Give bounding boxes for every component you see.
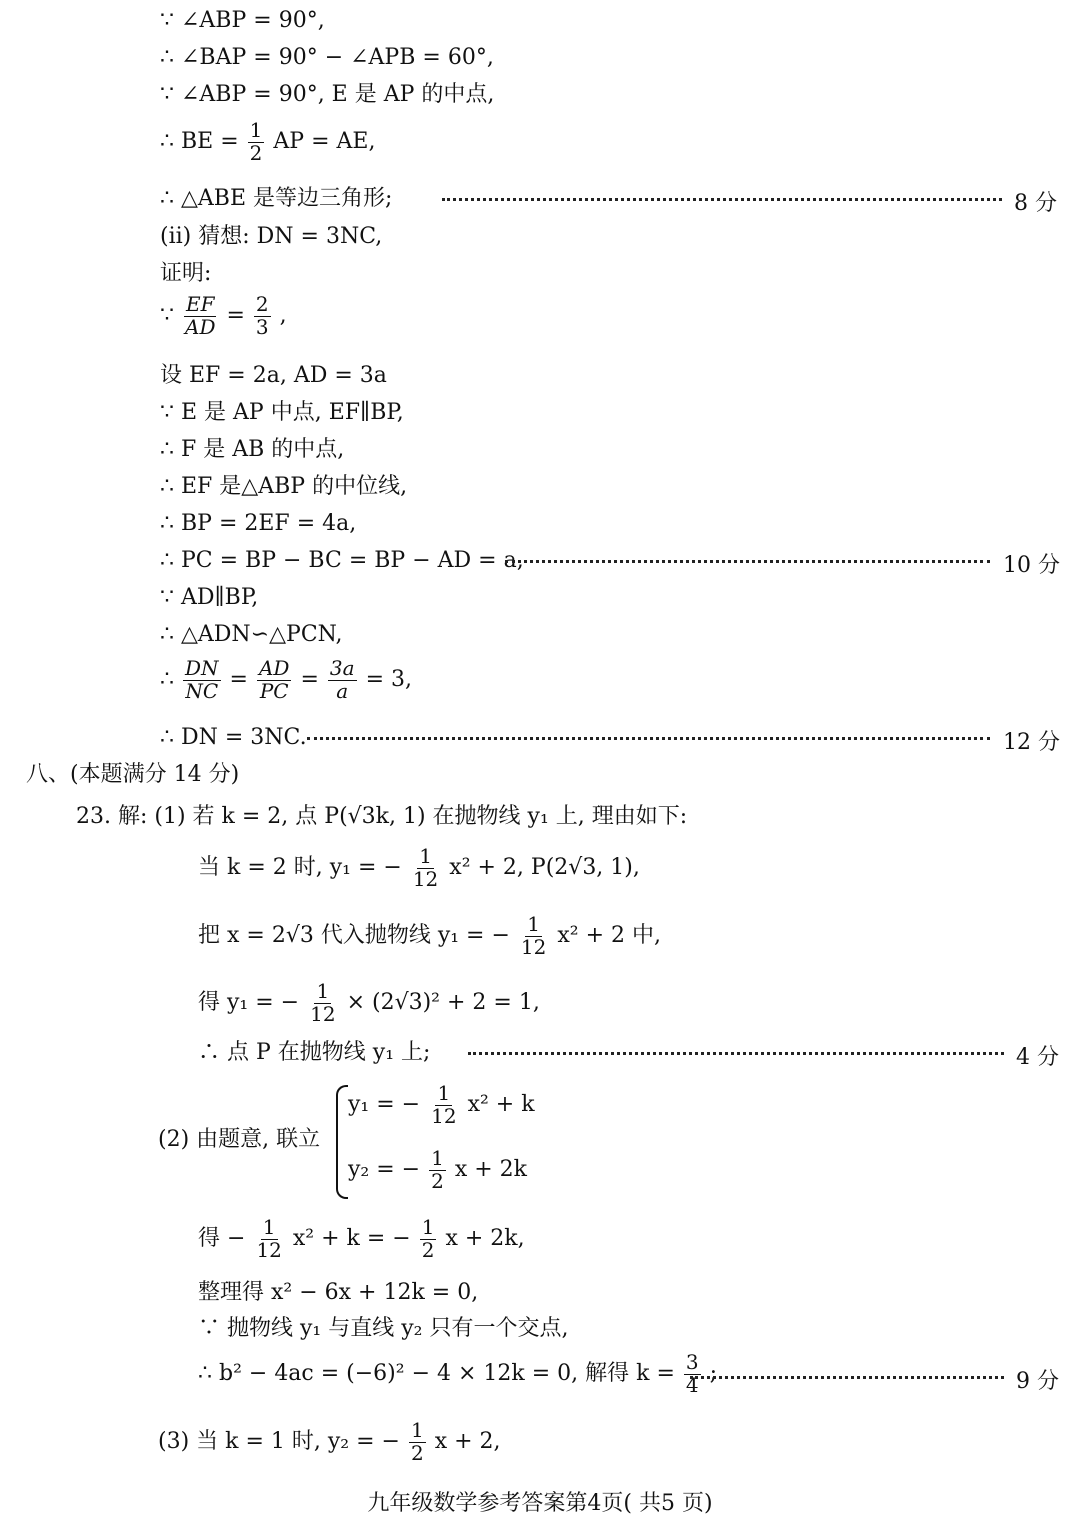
- frac-den: 12: [431, 1103, 457, 1128]
- let-line: 设 EF = 2a, AD = 3a: [160, 363, 387, 388]
- frac-den: 4: [685, 1372, 699, 1397]
- system-eq-2-post: x + 2k: [454, 1157, 527, 1183]
- part-ii-heading: (ⅱ) 猜想: DN = 3NC,: [160, 224, 383, 249]
- q23-line-8-pre: ∴ b² − 4ac = (−6)² − 4 × 12k = 0, 解得 k =: [198, 1361, 675, 1387]
- q23-line-2: [198, 914, 661, 958]
- q23-line-3-post: × (2√3)² + 2 = 1,: [346, 990, 540, 1016]
- score-10: 10 分: [1003, 553, 1060, 578]
- proof-line-3: ∵ ∠ABP = 90°, E 是 AP 的中点,: [160, 82, 495, 107]
- q23-line-8: [198, 1352, 717, 1396]
- step-7: ∴ △ADN∽△PCN,: [160, 622, 343, 647]
- frac-den: 12: [310, 1001, 336, 1026]
- step-6: ∵ AD∥BP,: [160, 585, 259, 610]
- q23-line-3: [198, 981, 540, 1025]
- q23-line-5-post: x + 2k,: [445, 1226, 525, 1252]
- score-leader: [307, 737, 990, 740]
- q23-line-6: 整理得 x² − 6x + 12k = 0,: [198, 1280, 479, 1305]
- frac-den: 2: [421, 1237, 435, 1262]
- q23-line-4: ∴ 点 P 在抛物线 y₁ 上;: [198, 1040, 431, 1065]
- fraction-dn-nc: [183, 658, 221, 702]
- score-leader: [505, 560, 990, 563]
- fraction-1-12: [429, 1083, 458, 1127]
- system-eq-2: [348, 1148, 527, 1192]
- page-footer: 九年级数学参考答案第4页( 共5 页): [367, 1491, 713, 1516]
- frac-num: AD: [258, 656, 290, 680]
- frac-den: NC: [185, 678, 219, 703]
- frac-den: 12: [412, 866, 439, 891]
- frac-num: 3: [685, 1350, 699, 1374]
- q23-line-2-post: x² + 2 中,: [557, 923, 662, 949]
- proof-line-4: [160, 120, 375, 164]
- proof-label: 证明:: [160, 261, 212, 286]
- q23-line-8-post: ;: [709, 1361, 718, 1387]
- chain-eq-1: =: [229, 667, 248, 693]
- frac-num: EF: [186, 292, 215, 316]
- q23-line-2-pre: 把 x = 2√3 代入抛物线 y₁ = −: [198, 923, 510, 949]
- q23-line-1-post: x² + 2, P(2√3, 1),: [449, 855, 640, 881]
- step-5: ∴ PC = BP − BC = BP − AD = a,: [160, 548, 524, 573]
- frac-den: 3: [255, 314, 269, 339]
- step-3: ∴ EF 是△ABP 的中位线,: [160, 474, 408, 499]
- ratio-line: [160, 294, 287, 338]
- step-2: ∴ F 是 AB 的中点,: [160, 437, 345, 462]
- ratio-pre: ∵: [160, 303, 174, 329]
- frac-den: 12: [256, 1237, 282, 1262]
- frac-num: 1: [249, 118, 263, 142]
- frac-num: 1: [262, 1215, 276, 1239]
- proof-line-4-a: ∴ BE =: [160, 129, 239, 155]
- chain-pre: ∴: [160, 667, 174, 693]
- q23-line-7: ∵ 抛物线 y₁ 与直线 y₂ 只有一个交点,: [198, 1316, 569, 1341]
- score-8: 8 分: [1014, 191, 1057, 216]
- proof-line-5: ∴ △ABE 是等边三角形;: [160, 186, 393, 211]
- frac-den: 2: [431, 1168, 444, 1193]
- fraction-two-thirds: [254, 294, 271, 338]
- frac-num: 1: [431, 1146, 444, 1170]
- q23-line-1-pre: 当 k = 2 时, y₁ = −: [198, 855, 402, 881]
- section-heading: 八、(本题满分 14 分): [26, 762, 240, 787]
- score-leader: [468, 1052, 1004, 1055]
- frac-den: 2: [410, 1440, 424, 1465]
- fraction-1-12: [308, 981, 337, 1025]
- q23-intro: 23. 解: (1) 若 k = 2, 点 P(√3k, 1) 在抛物线 y₁ 上, 理由如下:: [76, 804, 688, 829]
- fraction-1-12: [519, 914, 548, 958]
- proof-line-4-b: AP = AE,: [273, 129, 376, 155]
- frac-den: AD: [185, 314, 216, 339]
- part-3-line: [158, 1420, 501, 1464]
- system-eq-1-post: x² + k: [467, 1092, 535, 1118]
- part-3-post: x + 2,: [434, 1429, 501, 1455]
- frac-num: 1: [410, 1418, 424, 1442]
- fraction-half: [248, 120, 265, 164]
- step-1: ∵ E 是 AP 中点, EF∥BP,: [160, 400, 404, 425]
- frac-num: 1: [316, 979, 330, 1003]
- score-9: 9 分: [1016, 1369, 1059, 1394]
- part-2-label: (2) 由题意, 联立: [158, 1127, 321, 1152]
- score-leader: [690, 1376, 1004, 1379]
- score-leader: [442, 198, 1002, 201]
- proof-line-2: ∴ ∠BAP = 90° − ∠APB = 60°,: [160, 45, 494, 70]
- frac-den: PC: [259, 678, 289, 703]
- system-eq-1-pre: y₁ = −: [348, 1092, 421, 1118]
- q23-line-5: [198, 1217, 525, 1261]
- ratio-end: ,: [279, 303, 287, 329]
- frac-num: 1: [421, 1215, 435, 1239]
- frac-den: 12: [520, 934, 547, 959]
- chain-end: = 3,: [365, 667, 412, 693]
- fraction-chain: [160, 658, 412, 702]
- fraction-ad-pc: [257, 658, 291, 702]
- frac-num: 1: [419, 844, 432, 868]
- fraction-3-4: [684, 1352, 701, 1396]
- equation-system-brace: [336, 1085, 348, 1199]
- system-eq-2-pre: y₂ = −: [348, 1157, 421, 1183]
- part-3-pre: (3) 当 k = 1 时, y₂ = −: [158, 1429, 400, 1455]
- fraction-1-2: [420, 1217, 437, 1261]
- q23-line-5-mid: x² + k = −: [292, 1226, 411, 1252]
- frac-den: a: [336, 678, 349, 703]
- ratio-eq: =: [226, 303, 245, 329]
- score-12: 12 分: [1003, 730, 1060, 755]
- fraction-1-2: [409, 1420, 426, 1464]
- proof-line-1: ∵ ∠ABP = 90°,: [160, 8, 325, 33]
- system-eq-1: [348, 1083, 535, 1127]
- fraction-1-12: [254, 1217, 283, 1261]
- fraction-3a-a: [328, 658, 357, 702]
- q23-line-5-pre: 得 −: [198, 1226, 246, 1252]
- frac-num: 1: [437, 1081, 451, 1105]
- q23-line-1: [198, 846, 640, 890]
- frac-num: 2: [255, 292, 269, 316]
- score-4: 4 分: [1016, 1045, 1059, 1070]
- chain-eq-2: =: [300, 667, 319, 693]
- frac-den: 2: [249, 140, 263, 165]
- frac-num: 3a: [329, 656, 355, 680]
- frac-num: DN: [185, 656, 219, 680]
- frac-num: 1: [527, 912, 541, 936]
- q23-line-3-pre: 得 y₁ = −: [198, 990, 300, 1016]
- fraction-1-12: [411, 846, 440, 890]
- fraction-1-2: [429, 1148, 446, 1192]
- step-4: ∴ BP = 2EF = 4a,: [160, 511, 357, 536]
- step-8: ∴ DN = 3NC.: [160, 725, 307, 750]
- fraction-ef-ad: [183, 294, 217, 338]
